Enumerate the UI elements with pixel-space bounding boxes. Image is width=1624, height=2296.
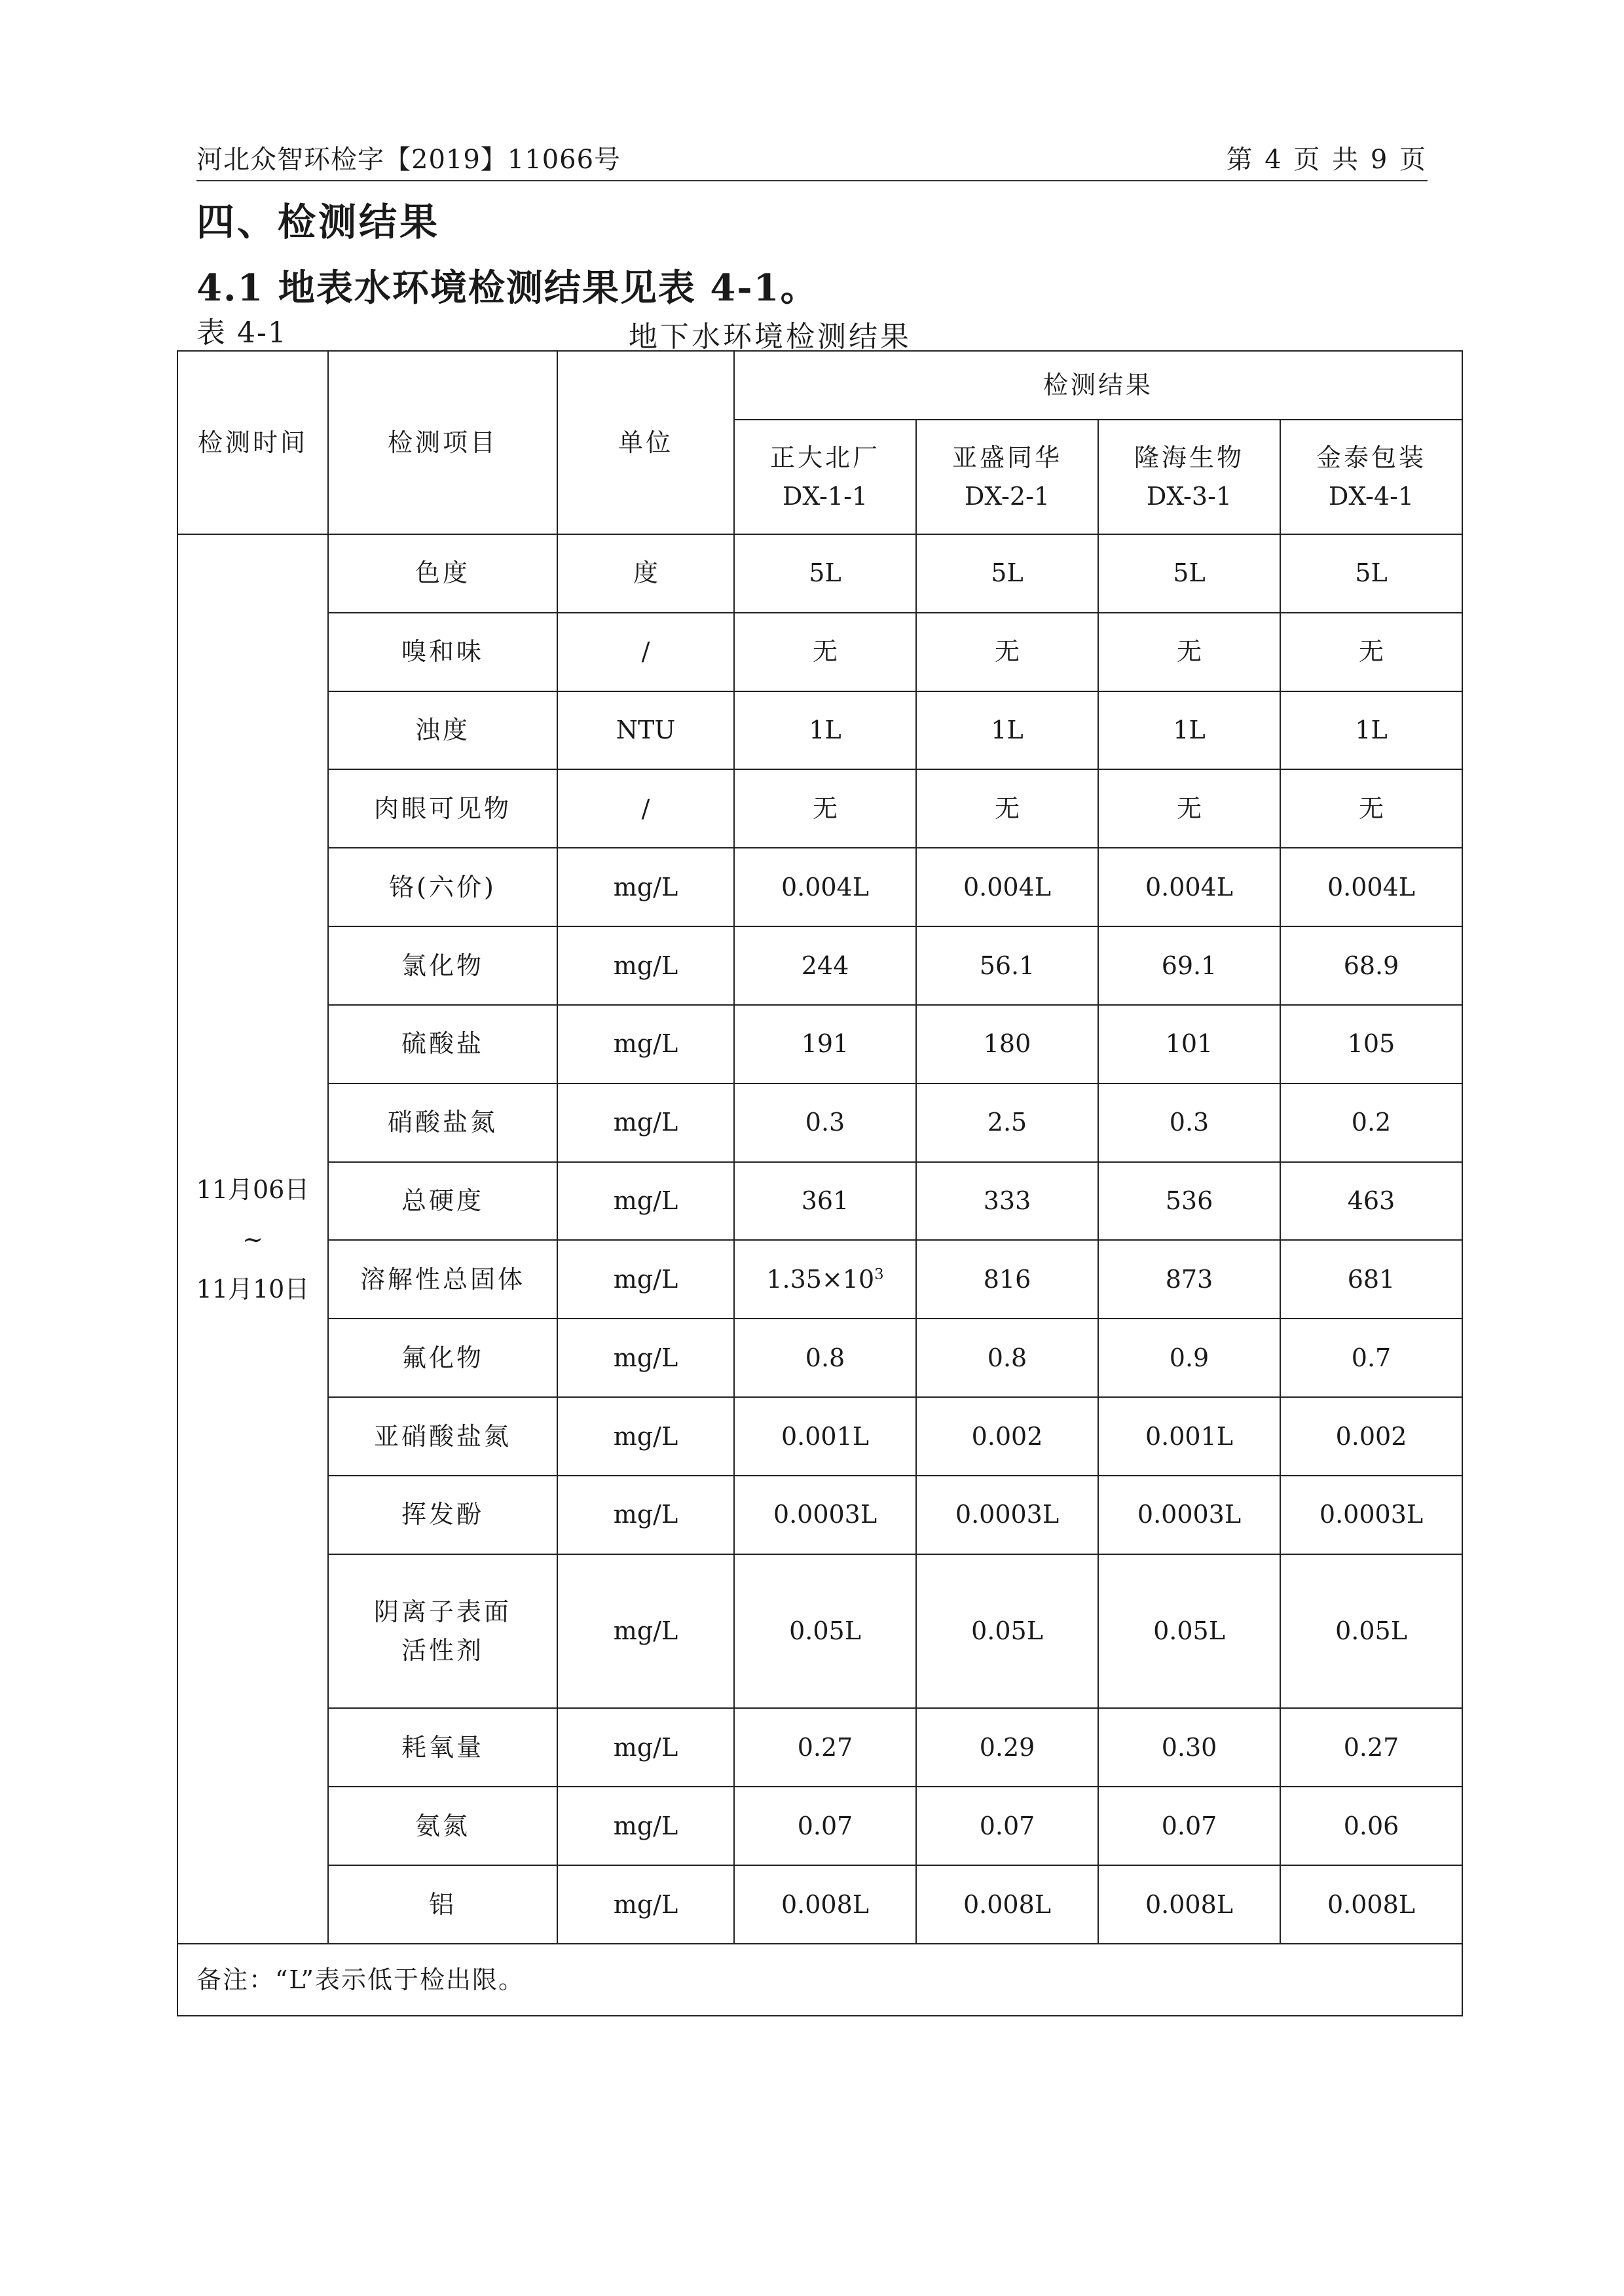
- value-cell: [1098, 1787, 1280, 1865]
- value-cell: [1280, 1319, 1462, 1397]
- header-results: 检测结果: [734, 351, 1462, 420]
- table-row: [177, 1787, 1462, 1865]
- table-row: [177, 1319, 1462, 1397]
- value-cell: [1280, 1708, 1462, 1787]
- item-name: [328, 926, 557, 1005]
- header-unit: 单位: [557, 351, 734, 534]
- value-text: 56.1: [979, 951, 1035, 980]
- results-table: [177, 350, 1463, 2016]
- value-text: 无: [812, 637, 838, 666]
- value-cell: [1098, 1554, 1280, 1709]
- value-text: 361: [801, 1186, 849, 1216]
- page-indicator: 第 4 页 共 9 页: [1226, 145, 1428, 175]
- unit: mg/L: [557, 1476, 734, 1554]
- value-cell: [734, 613, 916, 691]
- value-text: 0.0003L: [955, 1500, 1060, 1529]
- item-name: [328, 1397, 557, 1476]
- item-name: [328, 1005, 557, 1084]
- value-cell: [1280, 769, 1462, 848]
- value-text: 0.27: [1343, 1732, 1399, 1762]
- item-name-text: 氯化物: [401, 951, 484, 980]
- value-text: 无: [1359, 637, 1384, 666]
- value-text: 无: [994, 793, 1020, 823]
- item-name-text: 铬(六价): [389, 872, 496, 902]
- item-name: [328, 1240, 557, 1319]
- note-row: [177, 1944, 1462, 2016]
- value-cell: [1098, 1397, 1280, 1476]
- table-row: [177, 1084, 1462, 1162]
- unit: mg/L: [557, 926, 734, 1005]
- value-cell: [1280, 613, 1462, 691]
- item-name: [328, 613, 557, 691]
- value-cell: [1098, 1162, 1280, 1241]
- value-cell: [1280, 1787, 1462, 1865]
- value-text: 0.002: [1335, 1421, 1407, 1451]
- value-text: 69.1: [1161, 951, 1217, 980]
- site-name: 隆海生物: [1134, 443, 1244, 472]
- site-code: DX-3-1: [1146, 481, 1232, 511]
- site-name: 亚盛同华: [951, 443, 1062, 472]
- value-cell: [916, 1476, 1098, 1554]
- value-cell: [1280, 1084, 1462, 1162]
- value-text: 0.008L: [1327, 1889, 1416, 1919]
- value-cell: [734, 769, 916, 848]
- value-cell: [1098, 691, 1280, 770]
- value-cell: [734, 534, 916, 613]
- detection-date: [177, 534, 328, 1944]
- unit: mg/L: [557, 1865, 734, 1944]
- value-cell: [1098, 769, 1280, 848]
- table-row: [177, 1708, 1462, 1787]
- value-cell: [916, 1554, 1098, 1709]
- value-text: 0.9: [1169, 1343, 1209, 1372]
- value-text: 191: [801, 1029, 849, 1059]
- value-text: 0.002: [971, 1421, 1043, 1451]
- site-name: 金泰包装: [1316, 443, 1427, 472]
- unit: mg/L: [557, 1319, 734, 1397]
- value-cell: [1098, 1005, 1280, 1084]
- unit: 度: [557, 534, 734, 613]
- header-site-3: [1098, 420, 1280, 534]
- unit: /: [557, 769, 734, 848]
- value-text: 0.004L: [1145, 872, 1234, 902]
- item-name: [328, 1865, 557, 1944]
- table-row: [177, 1397, 1462, 1476]
- unit: mg/L: [557, 1162, 734, 1241]
- item-name: [328, 1476, 557, 1554]
- table-row: [177, 1865, 1462, 1944]
- value-text: 101: [1165, 1029, 1213, 1059]
- value-text: 0.7: [1351, 1343, 1392, 1372]
- item-name: [328, 691, 557, 770]
- table-row: [177, 926, 1462, 1005]
- value-cell: [734, 1240, 916, 1319]
- item-name-text: 挥发酚: [401, 1500, 484, 1529]
- value-text: 0.29: [979, 1732, 1035, 1762]
- item-name-text: 铝: [428, 1889, 456, 1919]
- item-name-text: 亚硝酸盐氮: [373, 1421, 511, 1451]
- table-row: [177, 1240, 1462, 1319]
- value-cell: [734, 1708, 916, 1787]
- value-text: 0.008L: [781, 1889, 870, 1919]
- value-text: 0.001L: [781, 1421, 870, 1451]
- value-cell: [1280, 1005, 1462, 1084]
- report-number: 河北众智环检字【2019】11066号: [196, 145, 621, 175]
- value-text: 0.008L: [1145, 1889, 1234, 1919]
- table-row: [177, 769, 1462, 848]
- item-name: [328, 1084, 557, 1162]
- value-text: 0.0003L: [773, 1500, 877, 1529]
- page-header: [196, 128, 1428, 181]
- header-site-2: [916, 420, 1098, 534]
- value-text: 1L: [1355, 716, 1388, 745]
- value-text: 0.30: [1161, 1732, 1217, 1762]
- value-cell: [1280, 1476, 1462, 1554]
- item-name-text: 总硬度: [401, 1186, 484, 1216]
- value-cell: [1280, 1162, 1462, 1241]
- date-start: 11月06日: [196, 1175, 310, 1204]
- value-text: 0.07: [1161, 1811, 1217, 1840]
- table-row: [177, 534, 1462, 613]
- value-text: 681: [1347, 1264, 1395, 1294]
- value-cell: [734, 848, 916, 926]
- value-cell: [734, 1162, 916, 1241]
- table-row: [177, 1005, 1462, 1084]
- item-name-text: 色度: [415, 558, 470, 588]
- value-text: 0.8: [805, 1343, 845, 1372]
- item-name: [328, 848, 557, 926]
- value-text: 816: [983, 1264, 1031, 1294]
- value-text: 无: [1359, 793, 1384, 823]
- unit: mg/L: [557, 1005, 734, 1084]
- unit: NTU: [557, 691, 734, 770]
- subsection-title: 4.1 地表水环境检测结果见表 4-1。: [196, 266, 819, 310]
- value-text: 1L: [1173, 716, 1206, 745]
- value-cell: [734, 1084, 916, 1162]
- item-name-text: 嗅和味: [401, 637, 484, 666]
- unit: mg/L: [557, 1240, 734, 1319]
- value-text: 180: [983, 1029, 1031, 1059]
- value-cell: [916, 769, 1098, 848]
- item-name-text: 氨氮: [415, 1811, 470, 1840]
- value-text: 5L: [1355, 558, 1388, 588]
- value-text: 0.07: [979, 1811, 1035, 1840]
- value-cell: [916, 1865, 1098, 1944]
- value-text: 0.05L: [1153, 1616, 1225, 1646]
- value-text: 68.9: [1343, 951, 1399, 980]
- item-name: [328, 1787, 557, 1865]
- value-cell: [1280, 1397, 1462, 1476]
- value-cell: [1098, 848, 1280, 926]
- value-cell: [1280, 1240, 1462, 1319]
- value-text: 244: [801, 951, 849, 980]
- value-cell: [916, 691, 1098, 770]
- table-row: [177, 613, 1462, 691]
- value-text: 无: [1176, 637, 1202, 666]
- value-cell: [734, 1319, 916, 1397]
- value-cell: [916, 1708, 1098, 1787]
- value-text: 0.0003L: [1137, 1500, 1242, 1529]
- value-text: 1.35×10: [766, 1264, 875, 1294]
- item-name: [328, 534, 557, 613]
- item-name-text: 硝酸盐氮: [387, 1108, 498, 1137]
- header-site-4: [1280, 420, 1462, 534]
- value-text: 5L: [991, 558, 1024, 588]
- value-text: 0.8: [987, 1343, 1027, 1372]
- value-text: 333: [983, 1186, 1031, 1216]
- table-row: [177, 1162, 1462, 1241]
- value-text: 2.5: [987, 1108, 1027, 1137]
- value-text: 5L: [1173, 558, 1206, 588]
- unit: /: [557, 613, 734, 691]
- value-text: 0.2: [1351, 1108, 1392, 1137]
- value-text: 0.004L: [1327, 872, 1416, 902]
- header-site-1: [734, 420, 916, 534]
- value-cell: [1280, 691, 1462, 770]
- value-text: 0.07: [797, 1811, 853, 1840]
- date-end: 11月10日: [196, 1274, 310, 1303]
- table-title: 地下水环境检测结果: [629, 320, 912, 354]
- site-code: DX-1-1: [782, 481, 868, 511]
- value-text: 0.05L: [789, 1616, 861, 1646]
- value-text: 463: [1347, 1186, 1395, 1216]
- value-cell: [1098, 926, 1280, 1005]
- value-text: 0.27: [797, 1732, 853, 1762]
- unit: mg/L: [557, 1708, 734, 1787]
- unit: mg/L: [557, 1554, 734, 1709]
- item-name: [328, 769, 557, 848]
- header-item: 检测项目: [328, 351, 557, 534]
- value-cell: [734, 1787, 916, 1865]
- value-text: 5L: [809, 558, 841, 588]
- value-text: 873: [1165, 1264, 1213, 1294]
- value-cell: [1280, 534, 1462, 613]
- value-text: 0.05L: [971, 1616, 1043, 1646]
- table-row: [177, 848, 1462, 926]
- item-name: [328, 1162, 557, 1241]
- value-cell: [734, 926, 916, 1005]
- value-cell: [1098, 1708, 1280, 1787]
- header-row-1: [177, 351, 1462, 420]
- item-name-text: 硫酸盐: [401, 1029, 484, 1059]
- value-cell: [1098, 1240, 1280, 1319]
- section-title: 四、检测结果: [196, 200, 441, 244]
- date-sep: ~: [242, 1224, 263, 1254]
- value-text: 无: [994, 637, 1020, 666]
- value-text: 0.004L: [963, 872, 1052, 902]
- value-cell: [916, 1240, 1098, 1319]
- item-name-text: 浊度: [415, 716, 470, 745]
- item-name-text: 溶解性总固体: [360, 1264, 525, 1294]
- value-text: 1L: [991, 716, 1024, 745]
- value-text: 0.001L: [1145, 1421, 1234, 1451]
- item-name-text: 氟化物: [401, 1343, 484, 1372]
- value-cell: [916, 1084, 1098, 1162]
- unit: mg/L: [557, 1787, 734, 1865]
- value-cell: [1280, 926, 1462, 1005]
- value-cell: [1280, 848, 1462, 926]
- value-cell: [734, 691, 916, 770]
- item-name: [328, 1708, 557, 1787]
- value-cell: [916, 1005, 1098, 1084]
- value-text: 0.008L: [963, 1889, 1052, 1919]
- value-text: 1L: [809, 716, 841, 745]
- table-row: [177, 691, 1462, 770]
- value-cell: [1098, 1476, 1280, 1554]
- item-name: [328, 1319, 557, 1397]
- value-cell: [1098, 534, 1280, 613]
- unit: mg/L: [557, 848, 734, 926]
- value-cell: [916, 1319, 1098, 1397]
- item-name: [328, 1554, 557, 1709]
- value-text: 无: [812, 793, 838, 823]
- item-name-text: 耗氧量: [401, 1732, 484, 1762]
- value-text: 无: [1176, 793, 1202, 823]
- value-cell: [916, 1787, 1098, 1865]
- value-text: 0.05L: [1335, 1616, 1407, 1646]
- unit: mg/L: [557, 1084, 734, 1162]
- value-text: 0.3: [1169, 1108, 1209, 1137]
- value-cell: [916, 534, 1098, 613]
- value-cell: [1280, 1865, 1462, 1944]
- value-cell: [1280, 1554, 1462, 1709]
- value-text: 0.06: [1343, 1811, 1399, 1840]
- value-cell: [916, 613, 1098, 691]
- value-cell: [1098, 1865, 1280, 1944]
- value-exponent: 3: [874, 1266, 884, 1283]
- value-text: 105: [1347, 1029, 1395, 1059]
- header-time: 检测时间: [177, 351, 328, 534]
- site-name: 正大北厂: [769, 443, 880, 472]
- value-text: 0.3: [805, 1108, 845, 1137]
- value-cell: [1098, 1084, 1280, 1162]
- item-name-text-line2: 活性剂: [401, 1635, 484, 1665]
- value-text: 0.004L: [781, 872, 870, 902]
- value-cell: [916, 1397, 1098, 1476]
- item-name-text: 肉眼可见物: [373, 793, 511, 823]
- value-cell: [1098, 1319, 1280, 1397]
- value-cell: [734, 1865, 916, 1944]
- item-name-text: 阴离子表面: [373, 1597, 511, 1626]
- value-cell: [916, 926, 1098, 1005]
- value-text: 0.0003L: [1319, 1500, 1424, 1529]
- value-cell: [734, 1005, 916, 1084]
- unit: mg/L: [557, 1397, 734, 1476]
- site-code: DX-2-1: [964, 481, 1050, 511]
- value-cell: [916, 848, 1098, 926]
- value-cell: [1098, 613, 1280, 691]
- table-number: 表 4-1: [196, 316, 287, 350]
- value-text: 536: [1165, 1186, 1213, 1216]
- table-note: 备注：“L”表示低于检出限。: [177, 1944, 1462, 2016]
- table-row: [177, 1476, 1462, 1554]
- value-cell: [734, 1476, 916, 1554]
- value-cell: [916, 1162, 1098, 1241]
- value-cell: [734, 1554, 916, 1709]
- table-row: [177, 1554, 1462, 1709]
- site-code: DX-4-1: [1328, 481, 1414, 511]
- value-cell: [734, 1397, 916, 1476]
